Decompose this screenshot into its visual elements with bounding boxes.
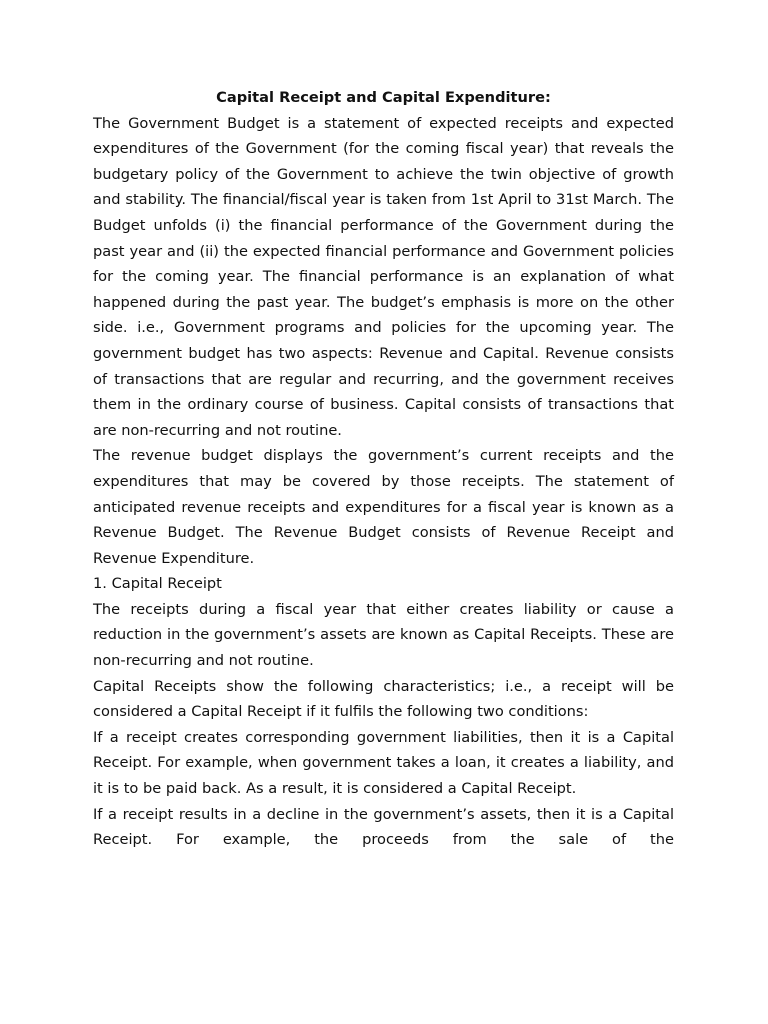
paragraph-government-budget: The Government Budget is a statement of expected receipts and expected expenditures of the Government (for the coming fiscal year) that reveals the budgetary policy of the Government to achieve the twin objective of growth and stability. The financial/fiscal year is taken from 1st April to 31st March. The Budget unfolds (i) the financial performance of the Government during the past year and (ii) the expected financial performance and Government policies for the coming year. The financial performance is an explanation of what happened during the past year. The budget’s emphasis is more on the other side. i.e., Government programs and policies for the upcoming year. The government budget has two aspects: Revenue and Capital. Revenue consists of transactions that are regular and recurring, and the government receives them in the ordinary course of business. Capital consists of transactions that are non-recurring and not routine. (93, 114, 674, 439)
document-title: Capital Receipt and Capital Expenditure: (216, 89, 551, 106)
document-page (93, 85, 674, 853)
paragraph-capital-receipt-definition: The receipts during a fiscal year that either creates liability or cause a reduction in the government’s assets are known as Capital Receipts. These are non-recurring and not routine. (93, 600, 674, 670)
section-heading-capital-receipt: 1. Capital Receipt (93, 575, 222, 593)
paragraph-capital-receipt-characteristics: Capital Receipts show the following characteristics; i.e., a receipt will be considered a Capital Receipt if it fulfils the following two conditions: (93, 677, 674, 721)
paragraph-revenue-budget: The revenue budget displays the government’s current receipts and the expenditures that may be covered by those receipts. The statement of anticipated revenue receipts and expenditures for a fiscal year is known as a Revenue Budget. The Revenue Budget consists of Revenue Receipt and Revenue Expenditure. (93, 447, 674, 567)
paragraph-condition-assets: If a receipt results in a decline in the government’s assets, then it is a Capital Receipt. For example, the proceeds from the sale of the (93, 805, 674, 849)
paragraph-condition-liabilities: If a receipt creates corresponding government liabilities, then it is a Capital Receipt. For example, when government takes a loan, it creates a liability, and it is to be paid back. As a result, it is considered a Capital Receipt. (93, 728, 674, 798)
